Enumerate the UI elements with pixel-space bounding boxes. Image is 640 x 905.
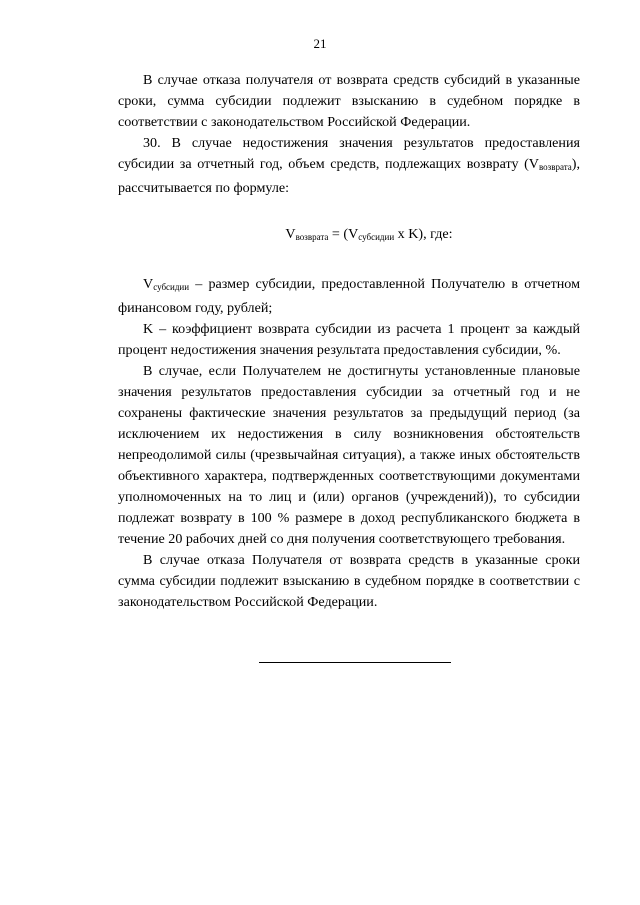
formula-middle: = (V	[328, 226, 359, 242]
formula-subscript-return: возврата	[295, 232, 329, 242]
end-separator-line	[259, 662, 451, 663]
subscript-vozvrata: возврата	[538, 162, 572, 172]
formula	[118, 224, 580, 248]
paragraph-v-subsidy-definition	[118, 274, 580, 319]
paragraph-return-volume-tail: ), рассчитывается по формуле:	[118, 156, 580, 196]
v-subsidy-subscript: субсидии	[153, 282, 190, 292]
paragraph-return-volume-text: 30. В случае недостижения значения результатов предоставления субсидии за отчетный год, объем средств, подлежащих возврату (V	[118, 135, 580, 172]
formula-v-return: V	[285, 226, 296, 242]
paragraph-refusal-recovery: В случае отказа получателя от возврата средств субсидий в указанные сроки, сумма субсидии подлежит взысканию в судебном порядке в соответствии с законодательством Российской Федерации.	[118, 72, 580, 130]
formula-subscript-subsidy: субсидии	[358, 232, 395, 242]
v-subsidy-definition-text: – размер субсидии, предоставленной Получателю в отчетном финансовом году, рублей;	[118, 276, 580, 316]
formula-end: x K), где:	[394, 226, 453, 242]
v-subsidy-symbol: V	[143, 276, 154, 292]
paragraph-refusal-recovery-2: В случае отказа Получателя от возврата средств в указанные сроки сумма субсидии подлежит взысканию в судебном порядке в соответствии с законодательством Российской Федерации.	[118, 552, 580, 610]
paragraph-return-volume	[118, 133, 580, 199]
paragraph-k-definition: K – коэффициент возврата субсидии из расчета 1 процент за каждый процент недостижения значения результата предоставления субсидии, %.	[118, 321, 580, 358]
document-body	[118, 70, 580, 613]
paragraph-plan-not-achieved: В случае, если Получателем не достигнуты установленные плановые значения результатов предоставления субсидии за отчетный год и не сохранены фактические значения результатов за предыдущий период (за исключением их недостижения в силу возникновения обстоятельств непреодолимой силы (чрезвычайная ситуация), а также иных обстоятельств объективного характера, подтвержденных соответствующими документами уполномоченных на то лиц и (или) органов (учреждений)), то субсидии подлежат возврату в 100 % размере в доход республиканского бюджета в течение 20 рабочих дней со дня получения соответствующего требования.	[118, 363, 580, 547]
page-number: 21	[313, 36, 327, 51]
